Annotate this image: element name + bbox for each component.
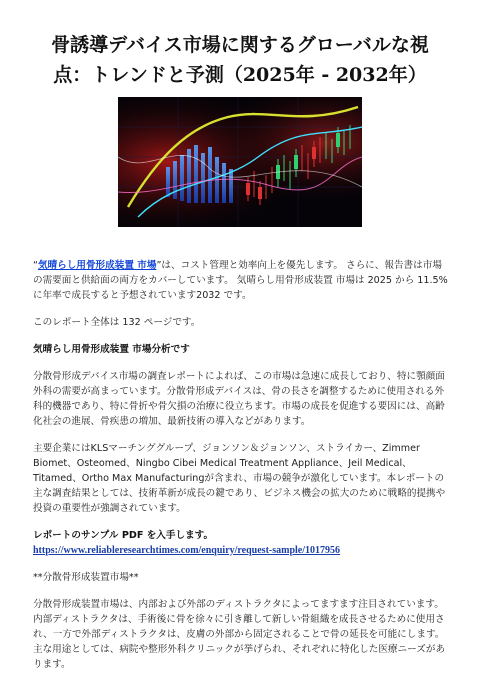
intro-text: ”は、コスト管理と効率向上を優先します。 さらに、報告書は市場の需要面と供給面の両方をカバーしています。 気晴らし用骨形成装置 市場は 2025 から 11.5% に年率で成長すると予想されています2032 です。: [33, 260, 448, 301]
companies-paragraph: 主要企業にはKLSマーチンググループ、ジョンソン＆ジョンソン、ストライカー、Zimmer Biomet、Osteomed、Ningbo Cibei Medical Treatment Appliance、Jeil Medical、Titamed、Ortho Max Manufacturingが含まれ、市場の競争が激化しています。本レポートの主な調査結果としては、技術革新が成長の鍵であり、ビジネス機会の拡大のために戦略的提携や投資の重要性が強調されています。: [33, 443, 446, 514]
market-paragraph: 分散骨形成装置市場は、内部および外部のディストラクタによってますます注目されています。内部ディストラクタは、手術後に骨を徐々に引き離して新しい骨組織を成長させるために使用され、一方で外部ディストラクタは、皮膚の外部から固定されることで骨の延長を可能にします。主な用途としては、病院や整形外科クリニックが挙げられ、それぞれに特化した医療ニーズがあります。: [33, 599, 446, 670]
intro-paragraph: [33, 258, 448, 303]
sample-paragraph: [33, 528, 448, 558]
market-heading: **分散骨形成装置市場**: [33, 572, 139, 583]
page-count-paragraph: このレポート全体は 132 ページです。: [33, 317, 201, 328]
title-line-2: 点：トレンドと予測（2025年 - 2032年）: [53, 64, 427, 86]
analysis-paragraph: 分散骨形成デバイス市場の調査レポートによれば、この市場は急速に成長しており、特に顎顔面外科の需要が高まっています。分散骨形成デバイスは、骨の長さを調整するために使用される外科的機器であり、特に骨折や骨欠損の治療に役立ちます。市場の成長を促進する要因には、高齢化社会の進展、骨疾患の増加、最新技術の導入などがあります。: [33, 371, 445, 427]
intro-open-quote: “: [33, 260, 38, 271]
title-line-1: 骨誘導デバイス市場に関するグローバルな視: [51, 34, 429, 56]
market-chart-image: [118, 97, 362, 227]
document-body: [33, 258, 448, 684]
analysis-heading: 気晴らし用骨形成装置 市場分析です: [33, 344, 190, 355]
sample-label: レポートのサンプル PDF を入手します。: [33, 530, 214, 541]
market-link[interactable]: 気晴らし用骨形成装置 市場: [37, 260, 157, 271]
sample-request-link[interactable]: https://www.reliableresearchtimes.com/enquiry/request-sample/1017956: [33, 545, 341, 556]
page-title: [30, 30, 450, 90]
